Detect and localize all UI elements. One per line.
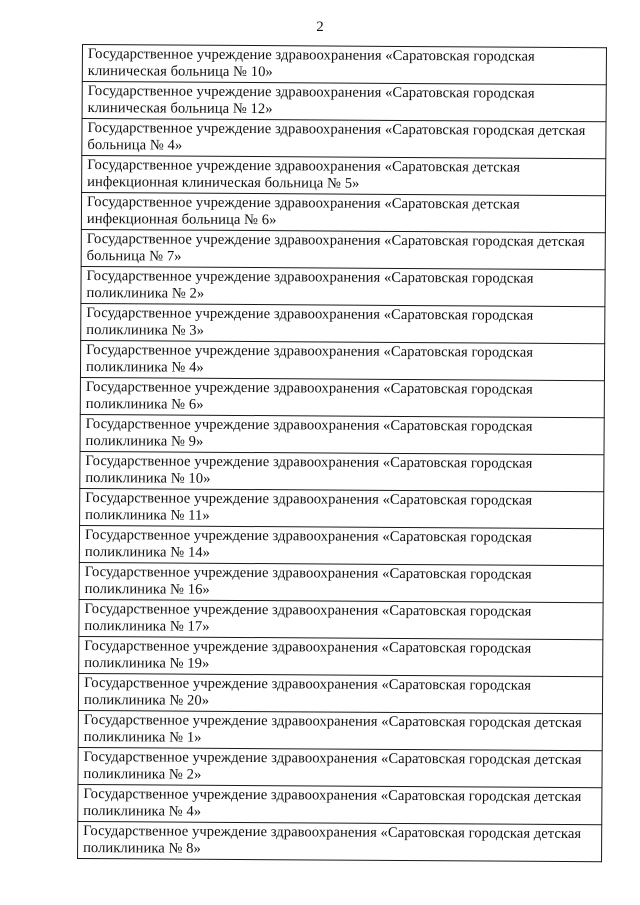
table-row	[78, 784, 602, 824]
institutions-table-wrapper	[77, 44, 607, 862]
table-row	[81, 193, 605, 233]
table-row	[79, 599, 603, 639]
institution-name-cell: Государственное учреждение здравоохранения «Саратовская городская поликлиника № 20»	[78, 673, 602, 713]
table-row	[80, 414, 604, 454]
institution-name-cell: Государственное учреждение здравоохранения «Саратовская городская поликлиника № 17»	[79, 599, 603, 639]
institution-name-cell: Государственное учреждение здравоохранения «Саратовская городская клиническая больница № 10»	[82, 45, 606, 85]
institution-name-cell: Государственное учреждение здравоохранения «Саратовская городская поликлиника № 10»	[80, 451, 604, 491]
table-row	[82, 82, 606, 122]
table-row	[82, 156, 606, 196]
table-row	[79, 636, 603, 676]
institution-name-cell: Государственное учреждение здравоохранения «Саратовская городская поликлиника № 16»	[79, 562, 603, 602]
institution-name-cell: Государственное учреждение здравоохранения «Саратовская городская клиническая больница № 12»	[82, 82, 606, 122]
table-row	[81, 229, 605, 269]
table-row	[81, 303, 605, 343]
institution-name-cell: Государственное учреждение здравоохранения «Саратовская городская поликлиника № 6»	[80, 377, 604, 417]
institutions-table	[77, 44, 607, 862]
institution-name-cell: Государственное учреждение здравоохранения «Саратовская детская инфекционная клиническая больница № 5»	[82, 156, 606, 196]
table-row	[82, 119, 606, 159]
table-row	[78, 710, 602, 750]
institution-name-cell: Государственное учреждение здравоохранения «Саратовская городская поликлиника № 2»	[81, 266, 605, 306]
institution-name-cell: Государственное учреждение здравоохранения «Саратовская городская поликлиника № 9»	[80, 414, 604, 454]
table-row	[81, 266, 605, 306]
institution-name-cell: Государственное учреждение здравоохранения «Саратовская городская детская поликлиника № 2»	[78, 747, 602, 787]
institution-name-cell: Государственное учреждение здравоохранения «Саратовская городская детская больница № 4»	[82, 119, 606, 159]
table-row	[78, 673, 602, 713]
institution-name-cell: Государственное учреждение здравоохранения «Саратовская городская детская больница № 7»	[81, 229, 605, 269]
institution-name-cell: Государственное учреждение здравоохранения «Саратовская городская детская поликлиника № 1»	[78, 710, 602, 750]
page-number: 2	[316, 19, 324, 35]
institution-name-cell: Государственное учреждение здравоохранения «Саратовская городская детская поликлиника № 8»	[78, 821, 602, 861]
table-row	[80, 488, 604, 528]
table-row	[80, 451, 604, 491]
institution-name-cell: Государственное учреждение здравоохранения «Саратовская городская поликлиника № 11»	[80, 488, 604, 528]
table-row	[78, 747, 602, 787]
institution-name-cell: Государственное учреждение здравоохранения «Саратовская городская детская поликлиника № 4»	[78, 784, 602, 824]
table-row	[80, 340, 604, 380]
institution-name-cell: Государственное учреждение здравоохранения «Саратовская детская инфекционная больница № 6»	[81, 193, 605, 233]
table-row	[80, 377, 604, 417]
institution-name-cell: Государственное учреждение здравоохранения «Саратовская городская поликлиника № 14»	[79, 525, 603, 565]
institutions-table-body	[78, 45, 607, 862]
table-row	[79, 525, 603, 565]
table-row	[78, 821, 602, 861]
table-row	[82, 45, 606, 85]
institution-name-cell: Государственное учреждение здравоохранения «Саратовская городская поликлиника № 19»	[79, 636, 603, 676]
institution-name-cell: Государственное учреждение здравоохранения «Саратовская городская поликлиника № 3»	[81, 303, 605, 343]
institution-name-cell: Государственное учреждение здравоохранения «Саратовская городская поликлиника № 4»	[80, 340, 604, 380]
table-row	[79, 562, 603, 602]
